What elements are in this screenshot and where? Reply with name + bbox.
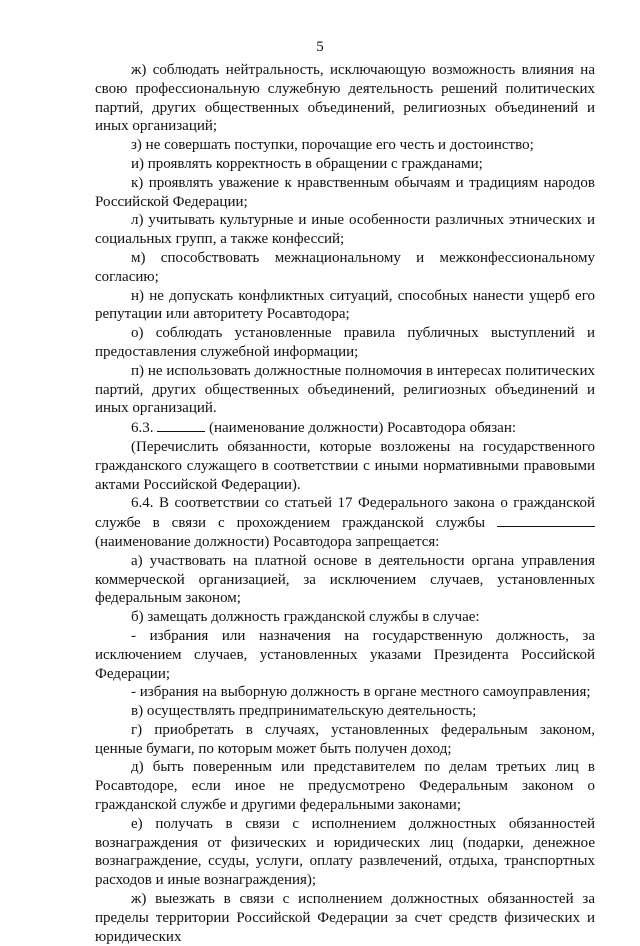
paragraph-n: н) не допускать конфликтных ситуаций, способных нанести ущерб его репутации или авторитету Росавтодора; bbox=[95, 287, 595, 323]
paragraph-k: к) проявлять уважение к нравственным обычаям и традициям народов Российской Федерации; bbox=[95, 174, 595, 210]
section-6-3-note: (Перечислить обязанности, которые возложены на государственного гражданского служащего в соответствии с иными нормативными правовыми актами Российской Федерации). bbox=[95, 438, 595, 493]
paragraph-zh: ж) соблюдать нейтральность, исключающую возможность влияния на свою профессиональную служебную деятельность решений политических партий, других общественных объединений, религиозных объединений и иных организаций; bbox=[95, 62, 595, 135]
item-b-sub-2: - избрания на выборную должность в органе местного самоуправления; bbox=[131, 684, 591, 701]
document-body bbox=[95, 61, 595, 946]
section-6-3-heading bbox=[95, 418, 595, 438]
page-number: 5 bbox=[316, 39, 324, 55]
item-b-sub-1: - избрания или назначения на государственную должность, за исключением случаев, установленных указами Президента Российской Федерации; bbox=[95, 627, 595, 682]
paragraph-i: и) проявлять корректность в обращении с гражданами; bbox=[131, 155, 483, 172]
position-name-blank bbox=[497, 513, 595, 527]
item-v: в) осуществлять предпринимательскую деятельность; bbox=[131, 703, 477, 720]
item-g: г) приобретать в случаях, установленных федеральным законом, ценные бумаги, по которым может быть получен доход; bbox=[95, 721, 595, 757]
paragraph-o: о) соблюдать установленные правила публичных выступлений и предоставления служебной информации; bbox=[95, 325, 595, 360]
paragraph-z: з) не совершать поступки, порочащие его честь и достоинство; bbox=[131, 137, 534, 154]
item-b: б) замещать должность гражданской службы в случае: bbox=[131, 609, 480, 626]
paragraph-m: м) способствовать межнациональному и межконфессиональному согласию; bbox=[95, 249, 595, 285]
paragraph-p: п) не использовать должностные полномочия в интересах политических партий, других общественных объединений, религиозных объединений и иных организаций. bbox=[95, 362, 595, 417]
section-6-4-text-before: 6.4. В соответствии со статьей 17 Федерального закона о гражданской службе в связи с прохождением гражданской службы bbox=[95, 495, 595, 532]
item-d: д) быть поверенным или представителем по делам третьих лиц в Росавтодоре, если иное не предусмотрено Федеральным законом о гражданской службе и другими федеральными законами; bbox=[95, 759, 595, 814]
section-6-3-text: (наименование должности) Росавтодора обязан: bbox=[205, 420, 517, 437]
section-6-3-number: 6.3. bbox=[131, 420, 154, 437]
position-name-blank bbox=[157, 418, 205, 432]
paragraph-l: л) учитывать культурные и иные особенности различных этнических и социальных групп, а также конфессий; bbox=[95, 212, 595, 248]
section-6-4-text-after: (наименование должности) Росавтодора запрещается: bbox=[95, 533, 440, 550]
item-e: е) получать в связи с исполнением должностных обязанностей вознаграждения от физических и юридических лиц (подарки, денежное вознаграждение, ссуды, услуги, оплату развлечений, отдыха, транспортных расходов и иные вознаграждения); bbox=[95, 815, 595, 889]
item-zh: ж) выезжать в связи с исполнением должностных обязанностей за пределы территории Российской Федерации за счет средств физических и юридических bbox=[95, 891, 595, 945]
section-6-4-heading bbox=[95, 494, 595, 551]
item-a: а) участвовать на платной основе в деятельности органа управления коммерческой организацией, за исключением случаев, установленных федеральным законом; bbox=[95, 552, 595, 607]
